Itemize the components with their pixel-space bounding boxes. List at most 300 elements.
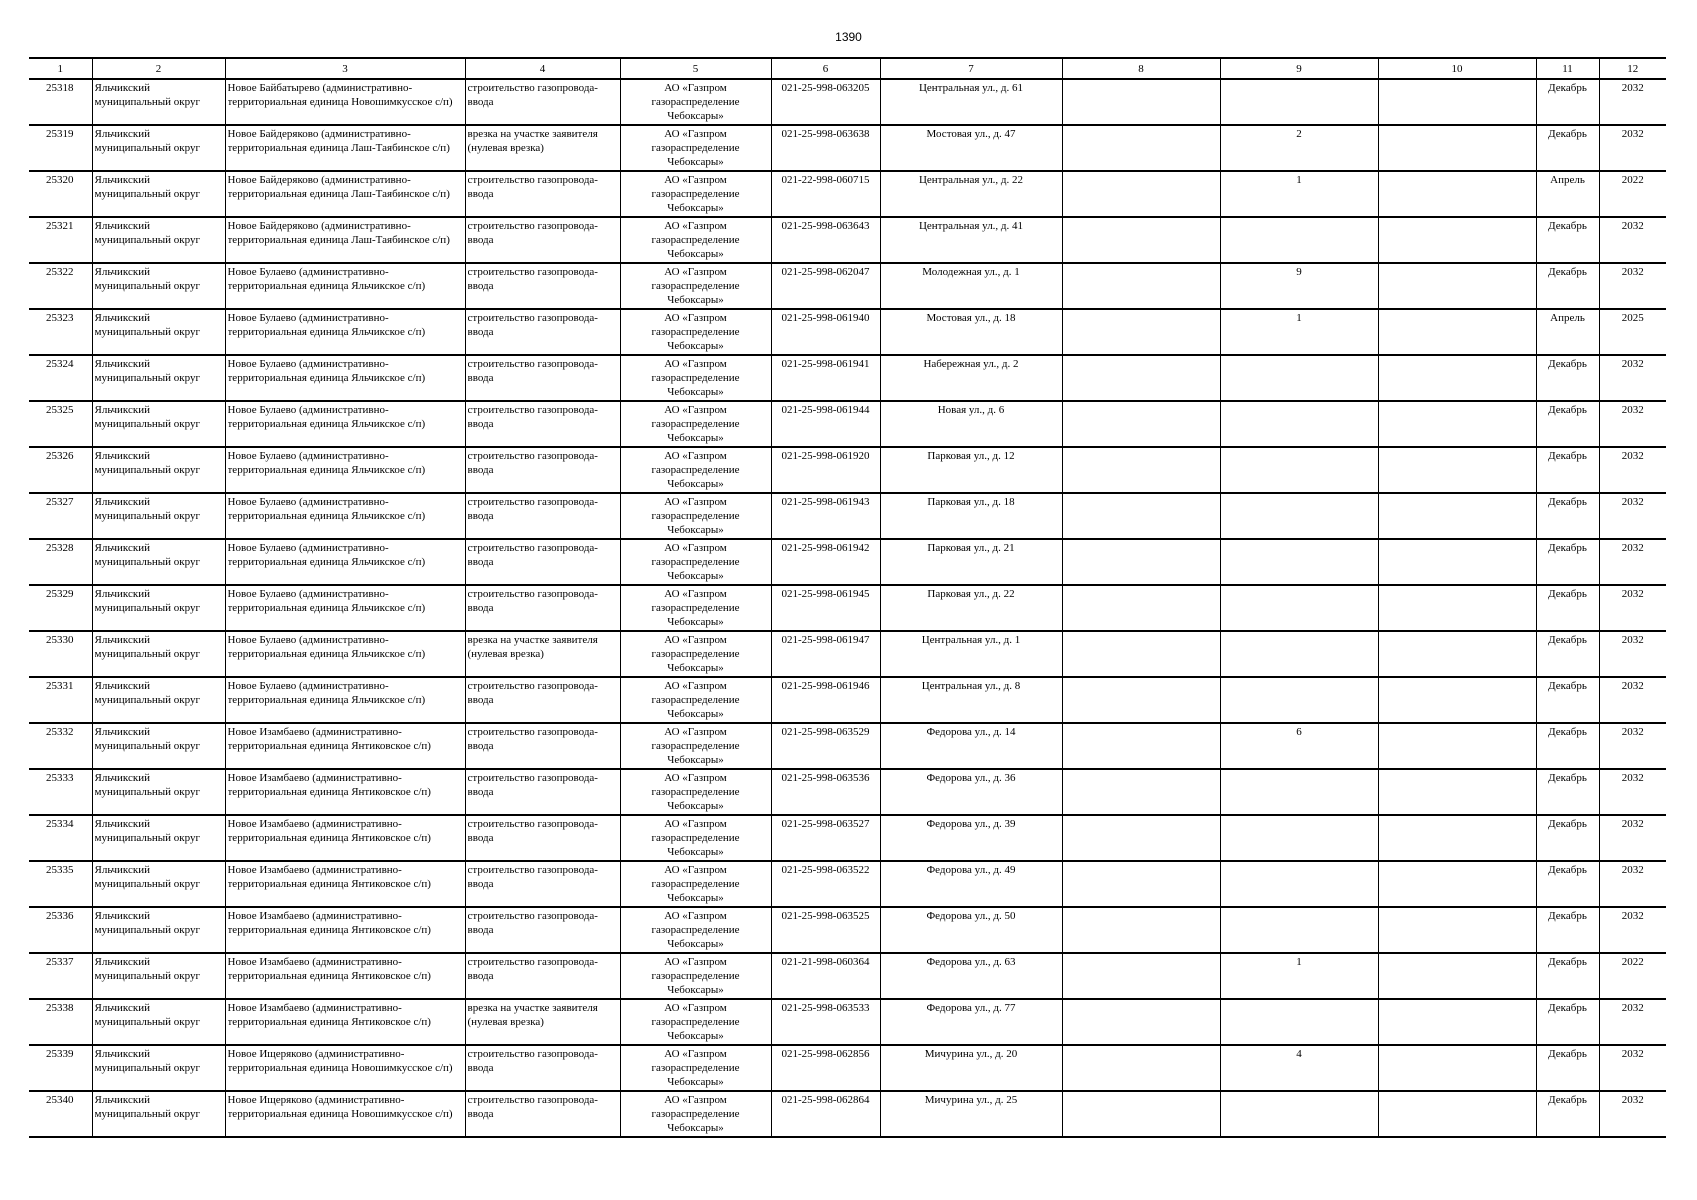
cell-text: 25327 <box>46 496 74 508</box>
cell-text <box>1381 403 1534 445</box>
cell-row-number <box>29 355 92 401</box>
cell-settlement <box>225 355 465 401</box>
cell-text: АО «Газпром газораспределение Чебоксары» <box>651 680 740 720</box>
cell-row-number <box>29 631 92 677</box>
column-header-10: 10 <box>1378 58 1536 79</box>
cell-organization <box>620 401 771 447</box>
cell-organization <box>620 631 771 677</box>
cell-text <box>1065 449 1218 491</box>
cell-text: 25333 <box>46 772 74 784</box>
cell-text: 2032 <box>1621 220 1644 232</box>
cell-text <box>1223 679 1376 721</box>
cell-col-9 <box>1220 769 1378 815</box>
cell-work-type <box>465 263 620 309</box>
cell-col-8 <box>1062 585 1220 631</box>
cell-organization <box>620 769 771 815</box>
cell-text: 1 <box>1296 312 1302 324</box>
cell-month <box>1536 79 1599 125</box>
cell-address <box>880 263 1062 309</box>
cell-address <box>880 815 1062 861</box>
cell-text: АО «Газпром газораспределение Чебоксары» <box>651 956 740 996</box>
cell-year <box>1599 861 1666 907</box>
cell-text: Яльчикский муниципальный округ <box>94 772 201 798</box>
cell-month <box>1536 447 1599 493</box>
cell-text: Новое Булаево (административно-территориальная единица Яльчикское с/п) <box>227 358 426 384</box>
cell-text: 1 <box>1296 956 1302 968</box>
cell-text: Яльчикский муниципальный округ <box>94 1002 201 1028</box>
cell-text: Центральная ул., д. 61 <box>918 82 1024 94</box>
cell-text: 021-25-998-061941 <box>781 358 870 370</box>
cell-work-type <box>465 493 620 539</box>
cell-text: АО «Газпром газораспределение Чебоксары» <box>651 174 740 214</box>
cell-text: 2032 <box>1621 542 1644 554</box>
table-row <box>29 723 1666 769</box>
cell-text: АО «Газпром газораспределение Чебоксары» <box>651 634 740 674</box>
cell-district <box>92 953 225 999</box>
cell-settlement <box>225 79 465 125</box>
cell-text <box>1381 1047 1534 1089</box>
cell-text <box>1381 725 1534 767</box>
cell-text: Яльчикский муниципальный округ <box>94 312 201 338</box>
table-row <box>29 355 1666 401</box>
cell-organization <box>620 79 771 125</box>
cell-district <box>92 493 225 539</box>
cell-col-9 <box>1220 677 1378 723</box>
cell-text <box>1223 771 1376 813</box>
cell-text: 2032 <box>1621 1094 1644 1106</box>
cell-month <box>1536 953 1599 999</box>
cell-text: строительство газопровода-ввода <box>467 404 598 430</box>
cell-work-type <box>465 217 620 263</box>
cell-text: строительство газопровода-ввода <box>467 542 598 568</box>
cell-text: Декабрь <box>1548 910 1587 922</box>
cell-text: 25332 <box>46 726 74 738</box>
column-header-8: 8 <box>1062 58 1220 79</box>
cell-text: 2032 <box>1621 1048 1644 1060</box>
cell-text: АО «Газпром газораспределение Чебоксары» <box>651 128 740 168</box>
table-row <box>29 539 1666 585</box>
cell-text <box>1381 173 1534 215</box>
cell-text: Федорова ул., д. 77 <box>926 1002 1016 1014</box>
cell-text: 2032 <box>1621 818 1644 830</box>
cell-settlement <box>225 171 465 217</box>
cell-col-8 <box>1062 723 1220 769</box>
cell-text: Декабрь <box>1548 128 1587 140</box>
cell-application-number <box>771 217 880 263</box>
cell-text <box>1065 81 1218 123</box>
cell-organization <box>620 263 771 309</box>
cell-district <box>92 999 225 1045</box>
cell-district <box>92 309 225 355</box>
column-header-1: 1 <box>29 58 92 79</box>
cell-text: 2032 <box>1621 266 1644 278</box>
cell-text: Декабрь <box>1548 450 1587 462</box>
cell-col-8 <box>1062 263 1220 309</box>
cell-text <box>1223 633 1376 675</box>
cell-text: Новое Булаево (административно-территориальная единица Яльчикское с/п) <box>227 266 426 292</box>
cell-settlement <box>225 1091 465 1137</box>
cell-settlement <box>225 217 465 263</box>
column-header-9: 9 <box>1220 58 1378 79</box>
cell-district <box>92 907 225 953</box>
cell-text: АО «Газпром газораспределение Чебоксары» <box>651 772 740 812</box>
cell-text: строительство газопровода-ввода <box>467 174 598 200</box>
cell-col-10 <box>1378 401 1536 447</box>
cell-col-9 <box>1220 815 1378 861</box>
cell-application-number <box>771 1045 880 1091</box>
cell-text: Новое Булаево (административно-территориальная единица Яльчикское с/п) <box>227 450 426 476</box>
cell-text: Яльчикский муниципальный округ <box>94 864 201 890</box>
cell-text: Федорова ул., д. 50 <box>926 910 1016 922</box>
cell-text: АО «Газпром газораспределение Чебоксары» <box>651 450 740 490</box>
cell-district <box>92 217 225 263</box>
cell-text: Мичурина ул., д. 25 <box>924 1094 1018 1106</box>
cell-text: 021-25-998-063527 <box>781 818 870 830</box>
cell-text <box>1065 725 1218 767</box>
cell-text: 25340 <box>46 1094 74 1106</box>
cell-month <box>1536 585 1599 631</box>
cell-district <box>92 79 225 125</box>
cell-month <box>1536 217 1599 263</box>
cell-year <box>1599 769 1666 815</box>
column-header-2: 2 <box>92 58 225 79</box>
cell-text: 021-25-998-061947 <box>781 634 870 646</box>
cell-col-10 <box>1378 125 1536 171</box>
cell-text: АО «Газпром газораспределение Чебоксары» <box>651 818 740 858</box>
cell-year <box>1599 1091 1666 1137</box>
cell-text <box>1065 955 1218 997</box>
cell-col-10 <box>1378 585 1536 631</box>
cell-col-10 <box>1378 539 1536 585</box>
cell-text: Мостовая ул., д. 18 <box>926 312 1016 324</box>
cell-text: Декабрь <box>1548 358 1587 370</box>
cell-text <box>1223 219 1376 261</box>
cell-row-number <box>29 723 92 769</box>
cell-text: 25326 <box>46 450 74 462</box>
cell-text: 021-25-998-061942 <box>781 542 870 554</box>
cell-settlement <box>225 263 465 309</box>
cell-text: врезка на участке заявителя (нулевая врезка) <box>467 634 598 660</box>
cell-text: 25335 <box>46 864 74 876</box>
cell-address <box>880 79 1062 125</box>
cell-application-number <box>771 79 880 125</box>
cell-row-number <box>29 217 92 263</box>
cell-work-type <box>465 1045 620 1091</box>
cell-year <box>1599 585 1666 631</box>
cell-text: строительство газопровода-ввода <box>467 312 598 338</box>
cell-text: 2022 <box>1621 956 1644 968</box>
cell-text: Яльчикский муниципальный округ <box>94 266 201 292</box>
cell-col-9 <box>1220 79 1378 125</box>
cell-year <box>1599 723 1666 769</box>
cell-year <box>1599 401 1666 447</box>
cell-settlement <box>225 769 465 815</box>
cell-text <box>1223 357 1376 399</box>
column-header-4: 4 <box>465 58 620 79</box>
cell-text: 021-25-998-063529 <box>781 726 870 738</box>
cell-text: Новое Изамбаево (административно-территориальная единица Янтиковское с/п) <box>227 772 431 798</box>
cell-month <box>1536 171 1599 217</box>
cell-month <box>1536 493 1599 539</box>
cell-text: Декабрь <box>1548 588 1587 600</box>
cell-application-number <box>771 263 880 309</box>
cell-col-8 <box>1062 861 1220 907</box>
cell-text: Яльчикский муниципальный округ <box>94 496 201 522</box>
cell-organization <box>620 493 771 539</box>
cell-col-9 <box>1220 355 1378 401</box>
cell-row-number <box>29 1045 92 1091</box>
cell-district <box>92 723 225 769</box>
cell-text <box>1381 357 1534 399</box>
cell-col-9 <box>1220 217 1378 263</box>
cell-col-8 <box>1062 677 1220 723</box>
cell-text: строительство газопровода-ввода <box>467 496 598 522</box>
table-row <box>29 263 1666 309</box>
cell-year <box>1599 907 1666 953</box>
cell-application-number <box>771 401 880 447</box>
cell-col-10 <box>1378 217 1536 263</box>
cell-text: 021-22-998-060715 <box>781 174 870 186</box>
cell-text <box>1065 219 1218 261</box>
cell-row-number <box>29 447 92 493</box>
cell-row-number <box>29 677 92 723</box>
cell-col-10 <box>1378 171 1536 217</box>
cell-address <box>880 355 1062 401</box>
cell-text <box>1065 495 1218 537</box>
cell-text: 25318 <box>46 82 74 94</box>
cell-text: 25321 <box>46 220 74 232</box>
cell-settlement <box>225 631 465 677</box>
cell-col-9 <box>1220 401 1378 447</box>
cell-col-9 <box>1220 1045 1378 1091</box>
cell-year <box>1599 217 1666 263</box>
column-header-11: 11 <box>1536 58 1599 79</box>
cell-row-number <box>29 263 92 309</box>
cell-work-type <box>465 907 620 953</box>
gas-connection-table <box>29 57 1666 1138</box>
cell-text: Яльчикский муниципальный округ <box>94 818 201 844</box>
cell-row-number <box>29 907 92 953</box>
table-row <box>29 217 1666 263</box>
cell-text <box>1381 541 1534 583</box>
cell-work-type <box>465 401 620 447</box>
cell-text: 021-25-998-061920 <box>781 450 870 462</box>
cell-address <box>880 401 1062 447</box>
cell-col-8 <box>1062 539 1220 585</box>
cell-text: 021-25-998-063205 <box>781 82 870 94</box>
cell-text: Яльчикский муниципальный округ <box>94 404 201 430</box>
cell-organization <box>620 1091 771 1137</box>
cell-month <box>1536 355 1599 401</box>
table-row <box>29 1045 1666 1091</box>
cell-month <box>1536 539 1599 585</box>
table-row <box>29 631 1666 677</box>
cell-text <box>1065 541 1218 583</box>
cell-text <box>1381 679 1534 721</box>
cell-work-type <box>465 999 620 1045</box>
cell-district <box>92 861 225 907</box>
cell-text <box>1223 81 1376 123</box>
cell-district <box>92 677 225 723</box>
cell-text: Федорова ул., д. 36 <box>926 772 1016 784</box>
table-row <box>29 171 1666 217</box>
cell-organization <box>620 309 771 355</box>
cell-text <box>1381 495 1534 537</box>
column-header-6: 6 <box>771 58 880 79</box>
cell-col-10 <box>1378 769 1536 815</box>
cell-text: Яльчикский муниципальный округ <box>94 542 201 568</box>
cell-text <box>1065 403 1218 445</box>
cell-settlement <box>225 539 465 585</box>
cell-text <box>1381 863 1534 905</box>
table-row <box>29 769 1666 815</box>
cell-application-number <box>771 861 880 907</box>
cell-text: Центральная ул., д. 1 <box>921 634 1021 646</box>
cell-text: Федорова ул., д. 49 <box>926 864 1016 876</box>
cell-text: 2025 <box>1621 312 1644 324</box>
cell-col-10 <box>1378 309 1536 355</box>
cell-text: 2032 <box>1621 634 1644 646</box>
cell-col-8 <box>1062 355 1220 401</box>
cell-text: 021-25-998-062856 <box>781 1048 870 1060</box>
cell-text: строительство газопровода-ввода <box>467 864 598 890</box>
cell-text: строительство газопровода-ввода <box>467 358 598 384</box>
cell-text: Апрель <box>1550 312 1585 324</box>
table-row <box>29 907 1666 953</box>
cell-row-number <box>29 999 92 1045</box>
cell-application-number <box>771 723 880 769</box>
table-row <box>29 677 1666 723</box>
cell-district <box>92 355 225 401</box>
cell-text <box>1223 817 1376 859</box>
cell-row-number <box>29 861 92 907</box>
cell-col-9 <box>1220 1091 1378 1137</box>
cell-text: Новое Изамбаево (административно-территориальная единица Янтиковское с/п) <box>227 910 431 936</box>
cell-application-number <box>771 171 880 217</box>
cell-text: Новое Булаево (административно-территориальная единица Яльчикское с/п) <box>227 312 426 338</box>
cell-text <box>1065 1001 1218 1043</box>
cell-text: Декабрь <box>1548 82 1587 94</box>
cell-text: Яльчикский муниципальный округ <box>94 910 201 936</box>
cell-col-9 <box>1220 585 1378 631</box>
cell-text: Яльчикский муниципальный округ <box>94 588 201 614</box>
cell-text: строительство газопровода-ввода <box>467 680 598 706</box>
cell-text: 021-25-998-062047 <box>781 266 870 278</box>
cell-col-8 <box>1062 493 1220 539</box>
table-row <box>29 861 1666 907</box>
cell-text: строительство газопровода-ввода <box>467 588 598 614</box>
cell-month <box>1536 907 1599 953</box>
cell-organization <box>620 539 771 585</box>
cell-col-10 <box>1378 999 1536 1045</box>
cell-text: 021-25-998-061945 <box>781 588 870 600</box>
cell-text: Яльчикский муниципальный округ <box>94 634 201 660</box>
cell-work-type <box>465 309 620 355</box>
cell-application-number <box>771 631 880 677</box>
cell-text: Яльчикский муниципальный округ <box>94 1048 201 1074</box>
cell-year <box>1599 953 1666 999</box>
cell-settlement <box>225 585 465 631</box>
cell-col-8 <box>1062 79 1220 125</box>
cell-text: Федорова ул., д. 14 <box>926 726 1016 738</box>
cell-district <box>92 1045 225 1091</box>
table-row <box>29 999 1666 1045</box>
cell-text: 021-25-998-063525 <box>781 910 870 922</box>
cell-text: Яльчикский муниципальный округ <box>94 220 201 246</box>
cell-text: 25320 <box>46 174 74 186</box>
cell-text: АО «Газпром газораспределение Чебоксары» <box>651 864 740 904</box>
cell-col-8 <box>1062 217 1220 263</box>
cell-address <box>880 309 1062 355</box>
cell-month <box>1536 263 1599 309</box>
cell-col-9 <box>1220 171 1378 217</box>
cell-col-8 <box>1062 171 1220 217</box>
cell-col-10 <box>1378 815 1536 861</box>
table-row <box>29 493 1666 539</box>
cell-text: АО «Газпром газораспределение Чебоксары» <box>651 1048 740 1088</box>
cell-col-9 <box>1220 723 1378 769</box>
cell-year <box>1599 79 1666 125</box>
cell-text: Декабрь <box>1548 634 1587 646</box>
cell-text: 021-21-998-060364 <box>781 956 870 968</box>
cell-text: Новое Байдеряково (административно-территориальная единица Лаш-Таябинское с/п) <box>227 128 450 154</box>
cell-text: 25334 <box>46 818 74 830</box>
cell-text <box>1381 265 1534 307</box>
cell-col-8 <box>1062 1045 1220 1091</box>
cell-col-9 <box>1220 263 1378 309</box>
cell-organization <box>620 171 771 217</box>
cell-text: Новое Изамбаево (административно-территориальная единица Янтиковское с/п) <box>227 726 431 752</box>
cell-text: Парковая ул., д. 22 <box>927 588 1015 600</box>
cell-col-10 <box>1378 355 1536 401</box>
cell-text: 021-25-998-063522 <box>781 864 870 876</box>
cell-text <box>1065 357 1218 399</box>
cell-month <box>1536 1045 1599 1091</box>
cell-text <box>1381 771 1534 813</box>
cell-text: 25319 <box>46 128 74 140</box>
cell-application-number <box>771 493 880 539</box>
cell-settlement <box>225 999 465 1045</box>
cell-application-number <box>771 1091 880 1137</box>
cell-row-number <box>29 815 92 861</box>
cell-organization <box>620 217 771 263</box>
cell-district <box>92 585 225 631</box>
cell-col-10 <box>1378 677 1536 723</box>
cell-text: Яльчикский муниципальный округ <box>94 174 201 200</box>
table-row <box>29 79 1666 125</box>
cell-text: Новое Булаево (административно-территориальная единица Яльчикское с/п) <box>227 496 426 522</box>
cell-col-8 <box>1062 631 1220 677</box>
cell-text: 2032 <box>1621 404 1644 416</box>
cell-text: АО «Газпром газораспределение Чебоксары» <box>651 726 740 766</box>
cell-organization <box>620 585 771 631</box>
cell-district <box>92 539 225 585</box>
cell-year <box>1599 539 1666 585</box>
cell-month <box>1536 401 1599 447</box>
cell-district <box>92 125 225 171</box>
cell-text: 021-25-998-063536 <box>781 772 870 784</box>
cell-text: Парковая ул., д. 12 <box>927 450 1015 462</box>
cell-settlement <box>225 125 465 171</box>
cell-text: Декабрь <box>1548 772 1587 784</box>
cell-address <box>880 953 1062 999</box>
cell-col-8 <box>1062 999 1220 1045</box>
cell-settlement <box>225 493 465 539</box>
cell-address <box>880 447 1062 493</box>
cell-row-number <box>29 769 92 815</box>
cell-text: врезка на участке заявителя (нулевая врезка) <box>467 128 598 154</box>
cell-application-number <box>771 677 880 723</box>
